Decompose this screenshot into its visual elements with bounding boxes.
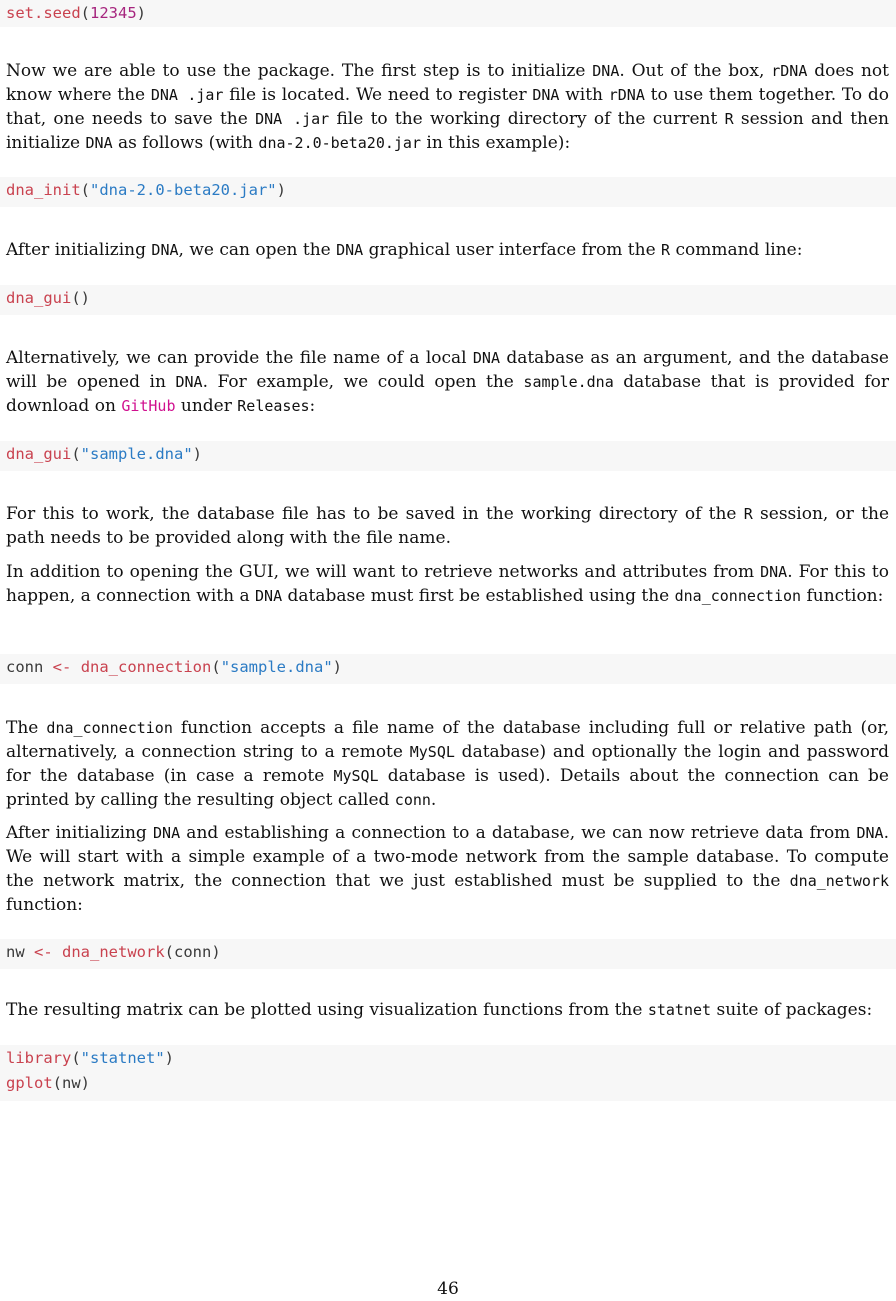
code-string: "sample.dna" <box>80 445 193 463</box>
code-function: dna_connection <box>80 658 212 676</box>
code-paren: ) <box>136 4 147 22</box>
code-operator: <- <box>52 658 72 676</box>
code-block-dna-init <box>0 177 896 207</box>
paragraph-connection-details: The dna_connection function accepts a file name of the database including full or relative path (or, alternatively, a connection string to a remote MySQL database) and optionally the login and password for the database (in case a remote MySQL database is used). Details about the connection can be printed by calling the resulting object called conn. <box>6 718 889 810</box>
paragraph-init-intro: Now we are able to use the package. The first step is to initialize DNA. Out of the box, rDNA does not know where the DNA .jar file is located. We need to register DNA with rDNA to use them together. To do that, one needs to save the DNA .jar file to the working directory of the current R session and then initialize DNA as follows (with dna-2.0-beta20.jar in this example): <box>6 61 889 153</box>
code-paren: ) <box>192 445 202 463</box>
code-paren: ( <box>211 658 221 676</box>
code-paren: ) <box>164 1049 175 1067</box>
code-paren: ) <box>276 181 286 199</box>
code-function: set.seed <box>6 4 81 22</box>
code-block-dna-gui <box>0 285 896 315</box>
code-string: "dna-2.0-beta20.jar" <box>90 181 277 199</box>
code-function: dna_network <box>62 943 165 961</box>
code-args: () <box>71 289 90 307</box>
code-function: dna_init <box>6 181 81 199</box>
code-string: "statnet" <box>80 1049 165 1067</box>
paragraph-open-database: Alternatively, we can provide the file name of a local DNA database as an argument, and the database will be opened in DNA. For example, we could open the sample.dna database that is provided for download on GitHub under Releases: <box>6 348 889 416</box>
code-paren: ( <box>80 4 90 22</box>
github-link[interactable]: GitHub <box>121 397 176 415</box>
paragraph-plotting: The resulting matrix can be plotted using visualization functions from the statnet suite of packages: <box>6 1000 873 1020</box>
code-function: dna_gui <box>6 445 72 463</box>
code-block-set-seed <box>0 0 896 27</box>
code-function: dna_gui <box>6 289 72 307</box>
code-block-dna-connection <box>0 654 896 684</box>
code-paren: ( <box>80 181 90 199</box>
code-paren: ) <box>332 658 343 676</box>
paragraph-working-directory: For this to work, the database file has to be saved in the working directory of the R session, or the path needs to be provided along with the file name. <box>6 504 889 548</box>
code-string: "sample.dna" <box>220 658 333 676</box>
paragraph-open-gui: After initializing DNA, we can open the DNA graphical user interface from the R command line: <box>6 240 803 260</box>
code-variable: nw <box>6 943 34 961</box>
page-number: 46 <box>437 1279 459 1299</box>
paragraph-connection-intro: In addition to opening the GUI, we will want to retrieve networks and attributes from DNA. For this to happen, a connection with a DNA database must first be established using the dna_connection function: <box>6 562 889 606</box>
code-number: 12345 <box>90 4 137 22</box>
code-paren: ( <box>71 445 81 463</box>
code-args: (conn) <box>164 943 221 961</box>
paragraph-network-intro: After initializing DNA and establishing a connection to a database, we can now retrieve data from DNA. We will start with a simple example of a two-mode network from the sample database. To compute the network matrix, the connection that we just established must be supplied to the dna_network function: <box>6 823 889 915</box>
code-operator: <- <box>34 943 53 961</box>
code-paren: ( <box>71 1049 81 1067</box>
code-block-dna-network <box>0 939 896 969</box>
code-block-plot <box>0 1045 896 1101</box>
code-function: library <box>6 1049 72 1067</box>
code-block-dna-gui-sample <box>0 441 896 471</box>
code-function: gplot <box>6 1074 53 1092</box>
code-args: (nw) <box>52 1074 90 1092</box>
code-variable: conn <box>6 658 53 676</box>
